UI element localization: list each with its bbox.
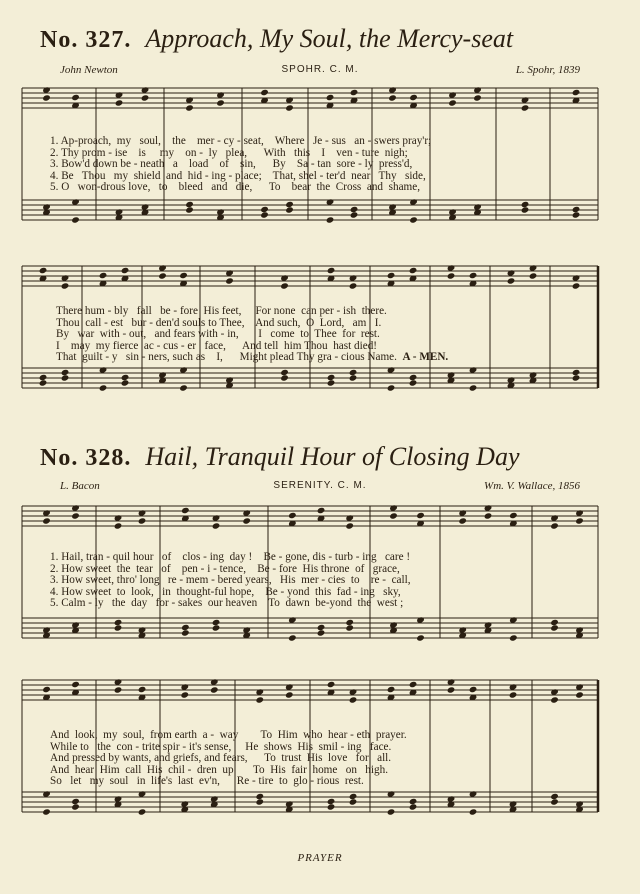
note-head [71, 216, 80, 223]
note-head [288, 512, 297, 519]
note-head [387, 686, 396, 693]
note-head [280, 282, 289, 289]
hymn-327-lyrics-bottom [56, 306, 616, 364]
note-head [39, 379, 48, 386]
lyric-line: 3. Bow'd down be - neath a load of sin, By Sa - tan sore - ly press'd, [50, 158, 413, 170]
note-head [572, 211, 581, 218]
note-head [349, 798, 358, 805]
note-head [327, 798, 336, 805]
lyric-line: 1. Ap-proach, my soul, the mer - cy - seat, Where Je - sus an - swers pray'r; [50, 135, 432, 147]
note-head [575, 691, 584, 698]
note-head [550, 696, 559, 703]
note-head [458, 517, 467, 524]
note-head [138, 808, 147, 815]
note-head [285, 104, 294, 111]
lyric-line: 1. Hail, tran - quil hour of clos - ing day ! Be - gone, dis - turb - ing care ! [50, 551, 411, 563]
note-head [260, 206, 269, 213]
hymn-328-lyrics-bottom [50, 730, 610, 788]
note-head [350, 206, 359, 213]
composer: L. Spohr, 1839 [515, 64, 580, 76]
note-head [180, 691, 189, 698]
note-head [469, 272, 478, 279]
lyric-line: By war with - out, and fears with - in, I come to Thee for rest. [56, 328, 380, 340]
note-head [114, 522, 123, 529]
note-head [509, 634, 518, 641]
note-head [349, 374, 358, 381]
note-head [71, 798, 80, 805]
note-head [345, 624, 354, 631]
lyric-line [56, 352, 616, 364]
note-head [212, 624, 221, 631]
note-head [327, 681, 336, 688]
note-head [469, 686, 478, 693]
note-head [388, 94, 397, 101]
note-head [242, 517, 251, 524]
note-head [225, 277, 234, 284]
note-head [387, 384, 396, 391]
note-head [317, 624, 326, 631]
note-head [572, 374, 581, 381]
note-head [61, 374, 70, 381]
note-head [327, 267, 336, 274]
note-head [469, 808, 478, 815]
note-head [409, 374, 418, 381]
note-head [409, 216, 418, 223]
note-head [326, 216, 335, 223]
tune-name: SERENITY. C. M. [273, 480, 367, 491]
note-head [141, 94, 150, 101]
hymn-number: No. 327. [40, 27, 132, 53]
note-head [71, 681, 80, 688]
lyric-line: Thou call - est bur - den'd souls to Thee, And such, O Lord, am I. [56, 316, 382, 329]
note-head [39, 374, 48, 381]
note-head [572, 89, 581, 96]
note-head [42, 94, 51, 101]
note-head [39, 267, 48, 274]
note-head [389, 512, 398, 519]
note-head [99, 272, 108, 279]
lyric-line: And pressed by wants, and griefs, and fears, To trust His love for all. [50, 752, 392, 764]
note-head [212, 522, 221, 529]
note-head [509, 691, 518, 698]
note-head [448, 99, 457, 106]
lyric-line: 4. How sweet to look, in thought-ful hope, Be - yond this fad - ing sky, [50, 585, 401, 598]
note-head [114, 624, 123, 631]
note-head [521, 201, 530, 208]
note-head [447, 686, 456, 693]
hymn-title: Hail, Tranquil Hour of Closing Day [145, 442, 520, 471]
note-head [42, 808, 51, 815]
note-head [210, 686, 219, 693]
note-head [572, 206, 581, 213]
note-head [99, 384, 108, 391]
note-head [349, 282, 358, 289]
author: L. Bacon [60, 480, 100, 492]
hymn-328-lyrics-top [50, 552, 610, 610]
note-head [260, 89, 269, 96]
note-head [280, 374, 289, 381]
lyric-line: 3. How sweet, thro' long re - mem - bered years, His mer - cies to re - call, [50, 574, 411, 586]
note-head [550, 798, 559, 805]
note-head [185, 104, 194, 111]
note-head [71, 512, 80, 519]
note-head [469, 384, 478, 391]
note-head [185, 201, 194, 208]
note-head [416, 634, 425, 641]
note-head [181, 624, 190, 631]
note-head [61, 282, 70, 289]
note-head [349, 696, 358, 703]
note-head [138, 517, 147, 524]
note-head [185, 206, 194, 213]
note-head [179, 272, 188, 279]
note-head [255, 696, 264, 703]
note-head [387, 808, 396, 815]
note-head [179, 384, 188, 391]
note-head [181, 629, 190, 636]
note-head [326, 94, 335, 101]
note-head [288, 634, 297, 641]
lyric-line: 2. Thy prom - ise is my on - ly plea, With this I ven - ture nigh; [50, 146, 408, 159]
note-head [550, 619, 559, 626]
lyric-text: That guilt - y sin - ners, such as I, Might plead Thy gra - cious Name. [56, 351, 397, 363]
note-head [158, 272, 167, 279]
note-head [572, 369, 581, 376]
note-head [416, 512, 425, 519]
page-footer: PRAYER [297, 852, 343, 864]
note-head [71, 94, 80, 101]
note-head [255, 798, 264, 805]
lyric-line: 2. How sweet the tear of pen - i - tence, Be - fore His throne of grace, [50, 562, 400, 575]
note-head [42, 517, 51, 524]
note-head [350, 89, 359, 96]
note-head [280, 369, 289, 376]
lyric-line: There hum - bly fall be - fore His feet, For none can per - ish there. [56, 305, 387, 317]
note-head [327, 374, 336, 381]
note-head [409, 803, 418, 810]
note-head [409, 798, 418, 805]
note-head [327, 379, 336, 386]
hymn-title: Approach, My Soul, the Mercy-seat [145, 24, 514, 53]
hymn-number: No. 328. [40, 445, 132, 471]
note-head [521, 206, 530, 213]
note-head [61, 369, 70, 376]
note-head [345, 619, 354, 626]
hymn-328-heading [40, 442, 620, 472]
note-head [409, 681, 418, 688]
note-head [447, 272, 456, 279]
note-head [409, 94, 418, 101]
note-head [550, 624, 559, 631]
note-head [121, 379, 130, 386]
note-head [349, 793, 358, 800]
note-head [212, 619, 221, 626]
note-head [550, 793, 559, 800]
note-head [114, 686, 123, 693]
note-head [473, 94, 482, 101]
note-head [260, 211, 269, 218]
note-head [387, 272, 396, 279]
note-head [529, 272, 538, 279]
lyric-line: 4. Be Thou my shield and hid - ing - place; That, shel - ter'd near Thy side, [50, 169, 426, 182]
note-head [349, 369, 358, 376]
note-head [138, 686, 147, 693]
note-head [409, 379, 418, 386]
lyric-line: 5. Calm - ly the day for - sakes our heaven To dawn be-yond the west ; [50, 597, 404, 609]
note-head [285, 201, 294, 208]
author: John Newton [60, 64, 118, 76]
note-head [317, 507, 326, 514]
lyric-line: 5. O won-drous love, to bleed and die, To bear the Cross and shame, [50, 181, 420, 193]
lyric-line: While to the con - trite spir - it's sense, He shows His smil - ing face. [50, 740, 392, 753]
note-head [484, 512, 493, 519]
note-head [350, 211, 359, 218]
note-head [42, 686, 51, 693]
note-head [509, 512, 518, 519]
note-head [114, 619, 123, 626]
note-head [181, 507, 190, 514]
lyric-line: So let my soul in life's last ev'n, Re - tire to glo - rious rest. [50, 775, 364, 787]
note-head [71, 803, 80, 810]
note-head [285, 691, 294, 698]
note-head [327, 803, 336, 810]
note-head [285, 206, 294, 213]
note-head [521, 104, 530, 111]
note-head [572, 282, 581, 289]
note-head [575, 517, 584, 524]
note-head [409, 267, 418, 274]
tune-name: SPOHR. C. M. [281, 64, 359, 75]
note-head [345, 522, 354, 529]
lyric-line: And look, my soul, from earth a - way To Him who hear - eth prayer. [50, 729, 407, 741]
amen-label: A - MEN. [402, 351, 449, 363]
lyric-line: And hear Him call His chil - dren up To His fair home on high. [50, 763, 388, 776]
note-head [121, 374, 130, 381]
hymn-327-lyrics-top [50, 136, 610, 194]
note-head [507, 277, 516, 284]
note-head [115, 99, 124, 106]
note-head [216, 99, 225, 106]
note-head [550, 522, 559, 529]
note-head [317, 629, 326, 636]
note-head [121, 267, 130, 274]
lyric-line: I may my fierce ac - cus - er face, And tell him Thou hast died! [56, 339, 378, 352]
note-head [255, 793, 264, 800]
composer: Wm. V. Wallace, 1856 [484, 480, 580, 492]
